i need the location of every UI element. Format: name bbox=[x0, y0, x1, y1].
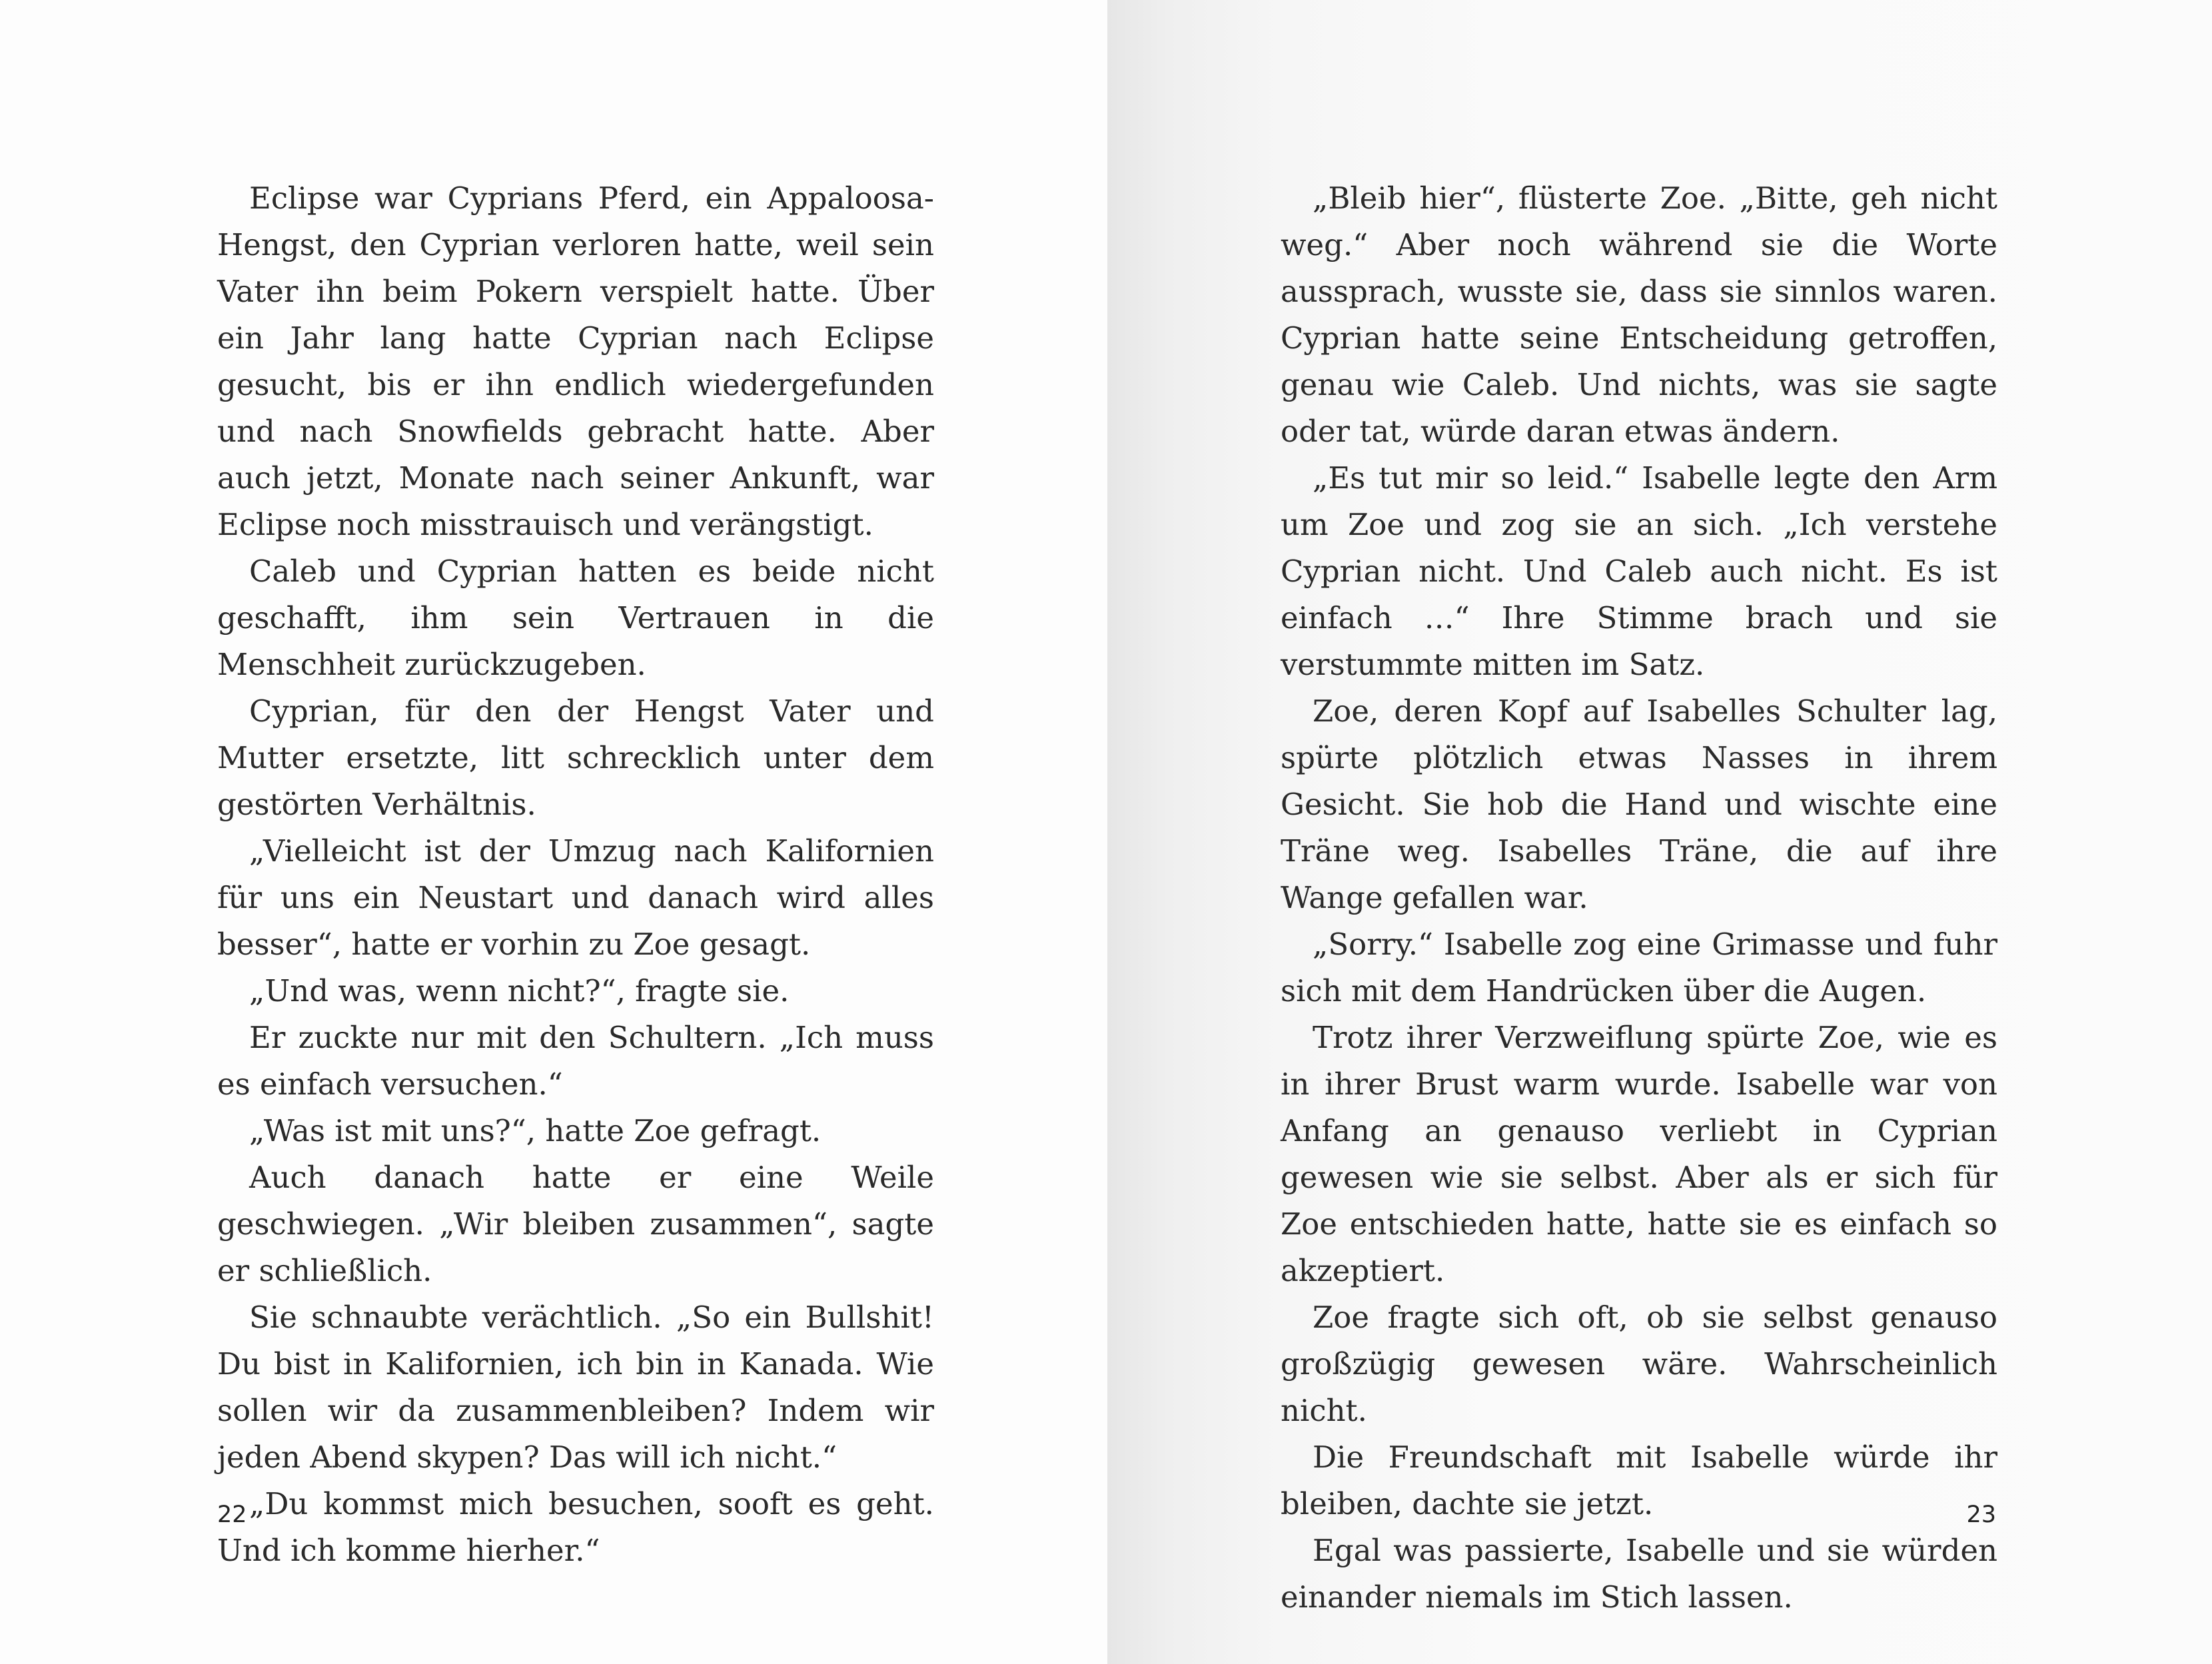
paragraph: „Was ist mit uns?“, hatte Zoe gefragt. bbox=[249, 1113, 822, 1148]
page-number-right: 23 bbox=[1966, 1501, 1996, 1528]
paragraph: „Bleib hier“, flüsterte Zoe. „Bitte, geh nicht weg.“ Aber noch während sie die Worte aussprach, wusste sie, dass sie sinnlos waren. Cyprian hatte seine Entscheidung getroffen, genau wie Caleb. Und nichts, was sie sagte oder tat, würde daran etwas ändern. bbox=[1281, 181, 1997, 449]
paragraph: Zoe fragte sich oft, ob sie selbst genauso großzügig gewesen wäre. Wahrscheinlich nicht. bbox=[1281, 1300, 1997, 1428]
left-page-text bbox=[217, 175, 934, 1574]
paragraph: Zoe, deren Kopf auf Isabelles Schulter lag, spürte plötzlich etwas Nasses in ihrem Gesicht. Sie hob die Hand und wischte eine Träne weg. Isabelles Träne, die auf ihre Wange gefallen war. bbox=[1281, 693, 1997, 915]
right-page-text bbox=[1281, 175, 1997, 1621]
paragraph: „Du kommst mich besuchen, sooft es geht. Und ich komme hierher.“ bbox=[217, 1486, 934, 1568]
paragraph: Trotz ihrer Verzweiflung spürte Zoe, wie es in ihrer Brust warm wurde. Isabelle war von Anfang an genauso verliebt in Cyprian gewesen wie sie selbst. Aber als er sich für Zoe entschieden hatte, hatte sie es einfach so akzeptiert. bbox=[1281, 1020, 1997, 1288]
paragraph: Sie schnaubte verächtlich. „So ein Bullshit! Du bist in Kalifornien, ich bin in Kanada. Wie sollen wir da zusammenbleiben? Indem wir jeden Abend skypen? Das will ich nicht.“ bbox=[217, 1300, 934, 1475]
paragraph: Die Freundschaft mit Isabelle würde ihr bleiben, dachte sie jetzt. bbox=[1281, 1440, 1997, 1521]
paragraph: Cyprian, für den der Hengst Vater und Mutter ersetzte, litt schrecklich unter dem gestörten Verhältnis. bbox=[217, 693, 934, 822]
page-number-left: 22 bbox=[217, 1501, 247, 1528]
paragraph: „Und was, wenn nicht?“, fragte sie. bbox=[249, 973, 790, 1009]
paragraph: Egal was passierte, Isabelle und sie würden einander niemals im Stich lassen. bbox=[1281, 1533, 1997, 1615]
paragraph: „Vielleicht ist der Umzug nach Kalifornien für uns ein Neustart und danach wird alles besser“, hatte er vorhin zu Zoe gesagt. bbox=[217, 833, 934, 962]
paragraph: Eclipse war Cyprians Pferd, ein Appaloosa-Hengst, den Cyprian verloren hatte, weil sein Vater ihn beim Pokern verspielt hatte. Über ein Jahr lang hatte Cyprian nach Eclipse gesucht, bis er ihn endlich wiedergefunden und nach Snowfields gebracht hatte. Aber auch jetzt, Monate nach seiner Ankunft, war Eclipse noch misstrauisch und verängstigt. bbox=[217, 181, 934, 542]
paragraph: Auch danach hatte er eine Weile geschwiegen. „Wir bleiben zusammen“, sagte er schließlich. bbox=[217, 1160, 934, 1288]
paragraph: „Sorry.“ Isabelle zog eine Grimasse und fuhr sich mit dem Handrücken über die Augen. bbox=[1281, 927, 1997, 1009]
paragraph: Er zuckte nur mit den Schultern. „Ich muss es einfach versuchen.“ bbox=[217, 1020, 934, 1102]
right-page bbox=[1107, 0, 2212, 1664]
paragraph: Caleb und Cyprian hatten es beide nicht geschafft, ihm sein Vertrauen in die Menschheit zurückzugeben. bbox=[217, 554, 934, 682]
paragraph: „Es tut mir so leid.“ Isabelle legte den Arm um Zoe und zog sie an sich. „Ich verstehe Cyprian nicht. Und Caleb auch nicht. Es ist einfach …“ Ihre Stimme brach und sie verstummte mitten im Satz. bbox=[1281, 460, 1997, 682]
